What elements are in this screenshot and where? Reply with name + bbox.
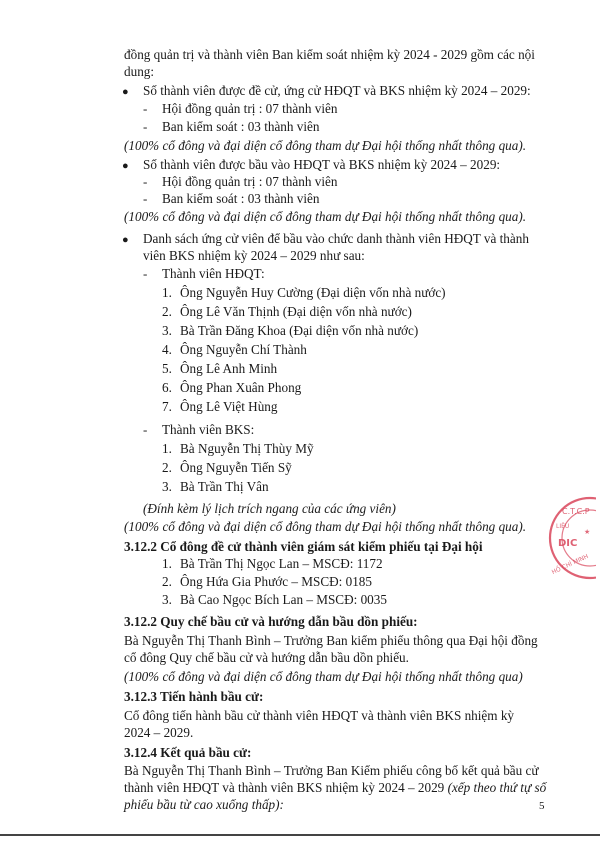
list-item: Ông Hứa Gia Phước – MSCĐ: 0185 [180,574,372,589]
intro-line-1: đồng quản trị và thành viên Ban kiểm soát nhiệm kỳ 2024 - 2029 gồm các nội [124,47,535,62]
list-item: Ông Nguyễn Huy Cường (Đại diện vốn nhà nước) [180,285,446,300]
page-number: 5 [539,800,545,812]
dash-icon: - [143,119,148,134]
list-item: Ông Lê Văn Thịnh (Đại diện vốn nhà nước) [180,304,412,319]
results-line-2 [124,780,546,796]
list-number: 4. [162,342,172,357]
list-item: Ông Phan Xuân Phong [180,380,302,395]
list-number: 2. [162,574,172,589]
candidate-list-intro-1: Danh sách ứng cử viên để bầu vào chức danh thành viên HĐQT và thành [143,231,529,246]
dash-icon: - [143,174,148,189]
dash-icon: - [143,101,148,116]
company-stamp [532,490,596,586]
list-item: Bà Trần Thị Ngọc Lan – MSCĐ: 1172 [180,556,383,571]
bullet-nominated-count: Số thành viên được đề cử, ứng cử HĐQT và BKS nhiệm kỳ 2024 – 2029: [143,83,531,98]
bks-label: Thành viên BKS: [162,422,255,437]
list-item: Ông Lê Anh Minh [180,361,278,376]
results-line-2-text: thành viên HĐQT và thành viên BKS nhiệm kỳ 2024 – 2029 [124,780,445,795]
list-item: Bà Cao Ngọc Bích Lan – MSCĐ: 0035 [180,592,387,607]
dash-icon: - [143,422,148,437]
list-number: 7. [162,399,172,414]
list-number: 3. [162,323,172,338]
approval-note: (100% cổ đông và đại diện cổ đông tham dự Đại hội thống nhất thông qua). [124,209,527,224]
svg-text:HỒ CHÍ MINH: HỒ CHÍ MINH [550,553,590,577]
results-line-2-italic: (xếp theo thứ tự số [447,780,547,795]
nominated-hdqt: Hội đồng quản trị : 07 thành viên [162,101,338,116]
list-number: 3. [162,592,172,607]
hdqt-label: Thành viên HĐQT: [162,266,265,281]
list-item: Bà Trần Đăng Khoa (Đại diện vốn nhà nước) [180,323,419,338]
dash-icon: - [143,191,148,206]
list-number: 6. [162,380,172,395]
approval-note: (100% cổ đông và đại diện cổ đông tham dự Đại hội thống nhất thông qua). [124,519,527,534]
approval-note: (100% cổ đông và đại diện cổ đông tham dự Đại hội thống nhất thông qua) [124,669,523,684]
attached-note: (Đính kèm lý lịch trích ngang của các ứng viên) [143,501,396,516]
rules-line-1: Bà Nguyễn Thị Thanh Bình – Trưởng Ban kiểm phiếu thông qua Đại hội đồng [124,633,538,648]
list-number: 1. [162,285,172,300]
list-number: 5. [162,361,172,376]
list-item: Bà Nguyễn Thị Thùy Mỹ [180,441,314,456]
list-number: 2. [162,304,172,319]
bullet-icon: ● [122,160,129,172]
list-item: Ông Nguyễn Tiến Sỹ [180,460,292,475]
list-number: 2. [162,460,172,475]
svg-text:LIỆU: LIỆU [556,523,570,530]
list-item: Bà Trần Thị Vân [180,479,269,494]
section-title-voting: 3.12.3 Tiến hành bầu cử: [124,689,264,704]
svg-text:★: ★ [584,528,591,536]
rules-line-2: cổ đông Quy chế bầu cử và hướng dẫn bầu dồn phiếu. [124,650,409,665]
bullet-icon: ● [122,234,129,246]
nominated-bks: Ban kiểm soát : 03 thành viên [162,119,320,134]
list-number: 1. [162,556,172,571]
elected-bks: Ban kiểm soát : 03 thành viên [162,191,320,206]
svg-text:DIC: DIC [558,538,578,549]
bottom-divider [0,834,600,836]
voting-line-1: Cổ đông tiến hành bầu cử thành viên HĐQT và thành viên BKS nhiệm kỳ [124,708,515,723]
bullet-elected-count: Số thành viên được bầu vào HĐQT và BKS nhiệm kỳ 2024 – 2029: [143,157,501,172]
intro-line-2: dung: [124,64,155,79]
list-item: Ông Nguyễn Chí Thành [180,342,307,357]
dash-icon: - [143,266,148,281]
approval-note: (100% cổ đông và đại diện cổ đông tham dự Đại hội thống nhất thông qua). [124,138,527,153]
candidate-list-intro-2: viên BKS nhiệm kỳ 2024 – 2029 như sau: [143,248,365,263]
results-line-1: Bà Nguyễn Thị Thanh Bình – Trưởng Ban Kiểm phiếu công bố kết quả bầu cử [124,763,539,778]
section-title-supervisors: 3.12.2 Cổ đông đề cử thành viên giám sát kiểm phiếu tại Đại hội [124,539,483,554]
section-title-results: 3.12.4 Kết quả bầu cử: [124,745,252,760]
section-title-rules: 3.12.2 Quy chế bầu cử và hướng dẫn bầu dồn phiếu: [124,614,418,629]
bullet-icon: ● [122,86,129,98]
list-number: 3. [162,479,172,494]
voting-line-2: 2024 – 2029. [124,725,194,740]
list-number: 1. [162,441,172,456]
list-item: Ông Lê Việt Hùng [180,399,278,414]
elected-hdqt: Hội đồng quản trị : 07 thành viên [162,174,338,189]
svg-text:C.T.C.P: C.T.C.P [562,507,590,516]
results-line-3: phiếu bầu từ cao xuống thấp): [124,797,284,812]
